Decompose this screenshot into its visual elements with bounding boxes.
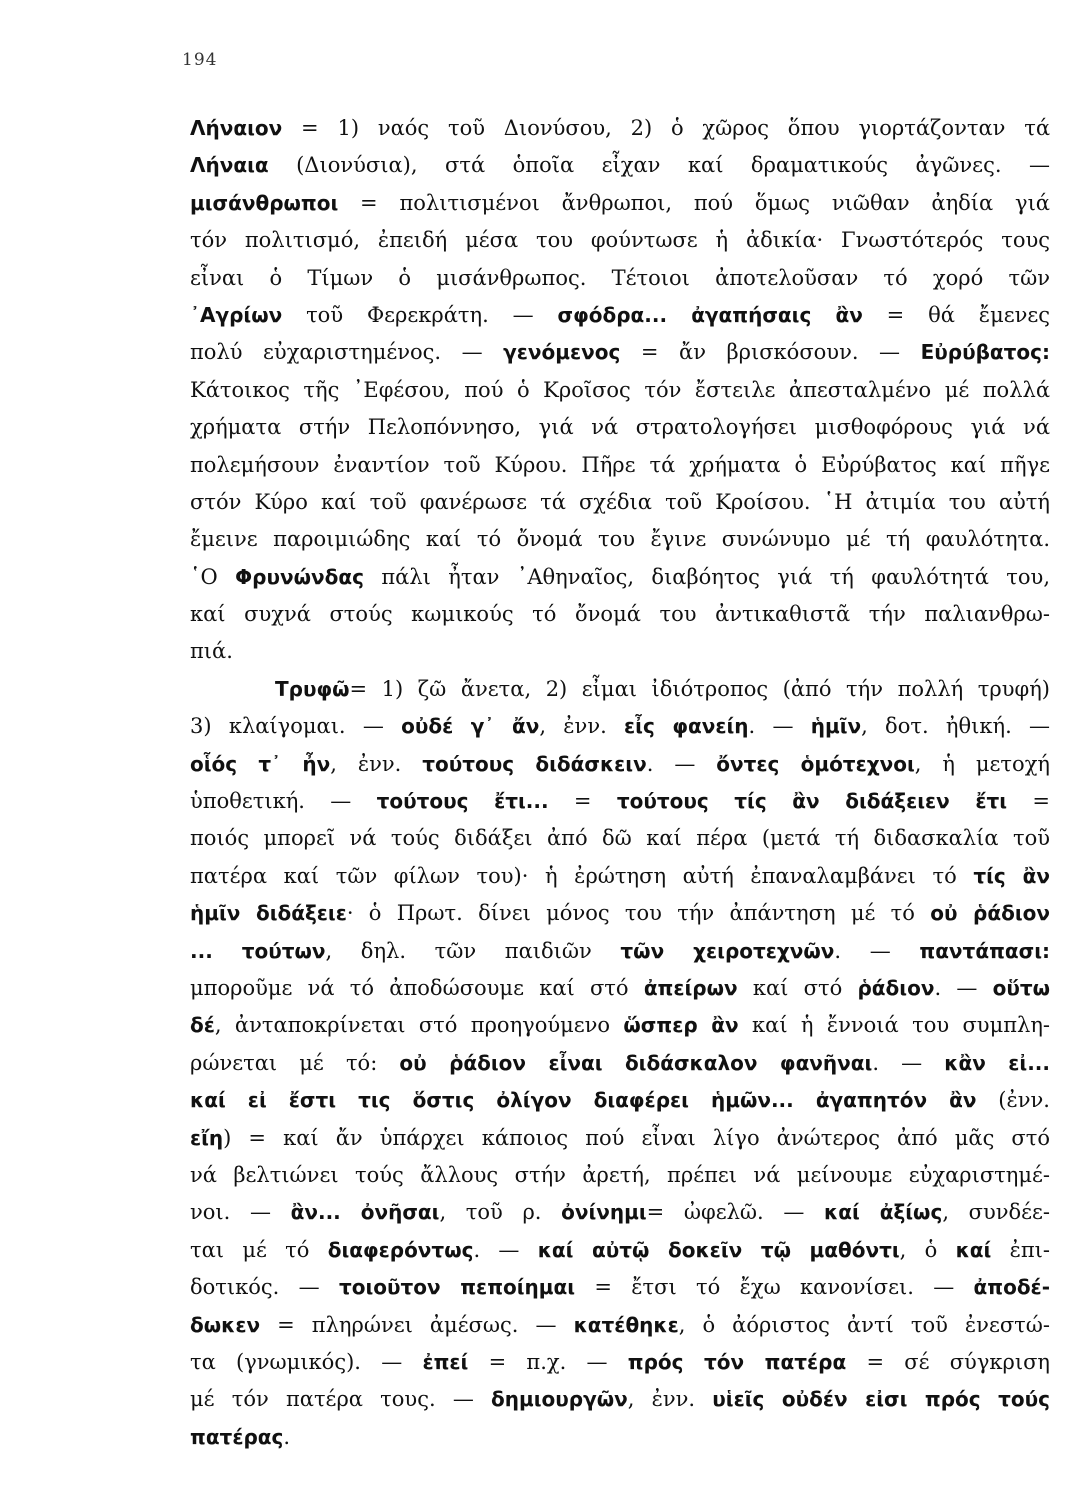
- text-run: . —: [748, 714, 811, 739]
- text-run: τόν πολιτισμό, ἐπειδή μέσα του φούντωσε ἡ ἀδικία· Γνωστότερός τους: [190, 228, 1050, 253]
- text-line: [190, 1307, 1050, 1344]
- text-run: εἶναι ὁ Τίμων ὁ μισάνθρωπος. Τέτοιοι ἀποτελοῦσαν τό χορό τῶν: [190, 265, 1050, 290]
- text-run: , τοῦ ρ.: [439, 1200, 562, 1225]
- text-run: (Διονύσια), στά ὁποῖα εἶχαν καί δραματικούς ἀγῶνες. —: [268, 153, 1050, 178]
- text-run: δοτικός. —: [190, 1275, 339, 1300]
- text-run: τοῦ Φερεκράτη. —: [282, 302, 558, 327]
- lemma-term: γενόμενος: [503, 340, 621, 365]
- lemma-term: οὐ ῥάδιον εἶναι διδάσκαλον φανῆναι: [399, 1050, 873, 1075]
- text-run: = πολιτισμένοι ἄνθρωποι, πού ὅμως νιῶθαν ἀηδία γιά: [338, 190, 1050, 215]
- text-run: πάλι ἦταν ᾿Αθηναῖος, διαβόητος γιά τή φαυλότητά του,: [363, 564, 1050, 589]
- text-run: χρήματα στήν Πελοπόννησο, γιά νά στρατολογήσει μισθοφόρους γιά νά: [190, 415, 1050, 440]
- text-run: καί συχνά στούς κωμικούς τό ὄνομά του ἀντικαθιστᾶ τήν παλιανθρω-: [190, 602, 1050, 627]
- lemma-term: τούτους τίς ἂν διδάξειεν ἔτι: [616, 789, 1008, 814]
- text-run: πατέρα καί τῶν φίλων του)· ἡ ἐρώτηση αὐτή ἐπαναλαμβάνει τό: [190, 863, 974, 888]
- text-line: [190, 1419, 1050, 1456]
- text-line: [190, 1269, 1050, 1306]
- text-run: , ἐνν.: [627, 1387, 713, 1412]
- text-run: = ἔτσι τό ἔχω κανονίσει. —: [575, 1275, 974, 1300]
- lemma-term: πρός τόν πατέρα: [627, 1349, 847, 1374]
- text-run: ται μέ τό: [190, 1237, 328, 1262]
- text-run: νοι. —: [190, 1200, 291, 1225]
- text-line: [190, 1120, 1050, 1157]
- text-run: (ἐνν.: [976, 1088, 1050, 1113]
- text-run: καί στό: [737, 975, 858, 1000]
- lemma-term: δέ: [190, 1013, 215, 1038]
- lemma-term: οὕτω: [992, 975, 1050, 1000]
- lemma-term: ἂν... ὀνῆσαι: [290, 1200, 440, 1225]
- text-run: ποιός μπορεῖ νά τούς διδάξει ἀπό δῶ καί πέρα (μετά τή διδασκαλία τοῦ: [190, 826, 1050, 851]
- lemma-term: ᾿Αγρίων: [190, 302, 283, 327]
- text-run: , ἀνταποκρίνεται στό προηγούμενο: [214, 1013, 624, 1038]
- page-number: 194: [182, 50, 218, 70]
- lemma-term: διαφερόντως: [327, 1237, 474, 1262]
- text-run: = θά ἔμενες: [862, 302, 1050, 327]
- text-run: νά βελτιώνει τούς ἄλλους στήν ἀρετή, πρέπει νά μείνουμε εὐχαριστημέ-: [190, 1162, 1050, 1187]
- text-run: . —: [473, 1237, 538, 1262]
- text-run: · ὁ Πρωτ. δίνει μόνος του τήν ἀπάντηση μέ τό: [346, 901, 931, 926]
- lemma-term: κατέθηκε: [573, 1312, 679, 1337]
- text-run: μέ τόν πατέρα τους. —: [190, 1387, 492, 1412]
- lemma-term: πατέρας: [190, 1424, 284, 1449]
- lemma-term: ὥσπερ ἂν: [623, 1013, 739, 1038]
- text-run: =: [1007, 789, 1050, 814]
- text-line: [190, 596, 1050, 633]
- lemma-term: καί αὐτῷ δοκεῖν τῷ μαθόντι: [537, 1237, 900, 1262]
- text-run: , συνδέε-: [942, 1200, 1050, 1225]
- lemma-term: τοιοῦτον πεποίημαι: [338, 1275, 576, 1300]
- text-line: [190, 334, 1050, 371]
- lemma-term: δωκεν: [190, 1312, 261, 1337]
- lemma-term: ἡμῖν διδάξειε: [190, 901, 347, 926]
- text-line: [190, 521, 1050, 558]
- text-run: = ὠφελῶ. —: [646, 1200, 825, 1225]
- lemma-term: εἶς φανείη: [624, 714, 749, 739]
- lemma-term: Λήναια: [190, 153, 269, 178]
- text-run: . —: [834, 938, 920, 963]
- text-run: πολύ εὐχαριστημένος. —: [190, 340, 504, 365]
- lemma-term: καί ἀξίως: [824, 1200, 943, 1225]
- text-run: , δηλ. τῶν παιδιῶν: [325, 938, 621, 963]
- text-line: [190, 858, 1050, 895]
- text-run: . —: [646, 751, 717, 776]
- lemma-term: οἷός τ᾿ ἦν: [190, 751, 331, 776]
- text-run: τα (γνωμικός). —: [190, 1349, 423, 1374]
- text-line: [190, 970, 1050, 1007]
- text-line: [190, 222, 1050, 259]
- text-line: [190, 1381, 1050, 1418]
- text-line: [190, 783, 1050, 820]
- lemma-term: σφόδρα... ἀγαπήσαις ἂν: [557, 302, 863, 327]
- lemma-term: κἂν εἰ...: [944, 1050, 1050, 1075]
- text-line: [190, 1344, 1050, 1381]
- lemma-term: Φρυνώνδας: [235, 564, 364, 589]
- text-run: μποροῦμε νά τό ἀποδώσουμε καί στό: [190, 975, 644, 1000]
- text-run: ) = καί ἄν ὑπάρχει κάποιος πού εἶναι λίγο ἀνώτερος ἀπό μᾶς στό: [223, 1125, 1050, 1150]
- lemma-term: εἴη: [190, 1125, 224, 1150]
- lemma-term: καί εἰ ἔστι τις ὅστις ὀλίγον διαφέρει ἡμῶν... ἀγαπητόν ἂν: [190, 1088, 977, 1113]
- text-run: Κάτοικος τῆς ᾿Εφέσου, πού ὁ Κροῖσος τόν ἔστειλε ἀπεσταλμένο μέ πολλά: [190, 377, 1050, 402]
- lemma-term: τίς ἂν: [973, 863, 1050, 888]
- lemma-term: μισάνθρωποι: [190, 190, 339, 215]
- text-run: ῾Ο: [190, 564, 236, 589]
- text-line: [190, 484, 1050, 521]
- lemma-term: τῶν χειροτεχνῶν: [620, 938, 835, 963]
- lemma-term: ὀνίνημι: [561, 1200, 647, 1225]
- lemma-term: τούτους διδάσκειν: [422, 751, 647, 776]
- text-line: [190, 1232, 1050, 1269]
- text-run: ἔμεινε παροιμιώδης καί τό ὄνομά του ἔγινε συνώνυμο μέ τή φαυλότητα.: [190, 527, 1050, 552]
- text-run: =: [548, 789, 617, 814]
- text-run: καί ἡ ἔννοιά του συμπλη-: [738, 1013, 1050, 1038]
- text-line: [190, 409, 1050, 446]
- lemma-term: οὐδέ γ᾿ ἄν: [401, 714, 540, 739]
- text-run: , ὁ ἀόριστος ἀντί τοῦ ἐνεστώ-: [678, 1312, 1050, 1337]
- text-run: πολεμήσουν ἐναντίον τοῦ Κύρου. Πῆρε τά χρήματα ὁ Εὐρύβατος καί πῆγε: [190, 452, 1050, 477]
- text-line: [190, 820, 1050, 857]
- text-line: [190, 1045, 1050, 1082]
- lemma-term: Τρυφῶ: [275, 676, 350, 701]
- commentary-text: [190, 110, 1050, 1456]
- lemma-term: ἀπείρων: [643, 975, 738, 1000]
- text-run: = π.χ. —: [468, 1349, 628, 1374]
- lemma-term: παντάπασι:: [919, 938, 1050, 963]
- text-run: = σέ σύγκριση: [846, 1349, 1050, 1374]
- text-line: [190, 633, 1050, 670]
- text-line: [190, 185, 1050, 222]
- text-run: . —: [934, 975, 993, 1000]
- text-run: = πληρώνει ἀμέσως. —: [260, 1312, 574, 1337]
- lemma-term: δημιουργῶν: [491, 1387, 628, 1412]
- lemma-term: ῥάδιον: [857, 975, 935, 1000]
- text-line: [190, 895, 1050, 932]
- text-run: , δοτ. ἠθική. —: [861, 714, 1050, 739]
- text-run: = 1) ναός τοῦ Διονύσου, 2) ὁ χῶρος ὅπου γιορτάζονταν τά: [282, 116, 1050, 140]
- text-run: .: [283, 1424, 291, 1449]
- text-line: [190, 708, 1050, 745]
- text-line: [190, 746, 1050, 783]
- lemma-term: καί: [955, 1237, 992, 1262]
- text-run: , ὁ: [899, 1237, 956, 1262]
- text-line: [190, 372, 1050, 409]
- text-run: 3) κλαίγομαι. —: [190, 714, 402, 739]
- lemma-term: ἡμῖν: [810, 714, 862, 739]
- lemma-term: Λήναιον: [190, 116, 283, 140]
- text-run: ὑποθετική. —: [190, 789, 377, 814]
- text-line: [190, 671, 1050, 708]
- text-line: [190, 1157, 1050, 1194]
- text-line: [190, 260, 1050, 297]
- text-run: ρώνεται μέ τό:: [190, 1050, 400, 1075]
- lemma-term: ἀποδέ-: [973, 1275, 1050, 1300]
- text-run: , ἐνν.: [539, 714, 625, 739]
- text-run: . —: [872, 1050, 945, 1075]
- text-run: = 1) ζῶ ἄνετα, 2) εἶμαι ἰδιότροπος (ἀπό τήν πολλή τρυφή): [349, 676, 1050, 701]
- lemma-term: Εὐρύβατος:: [920, 340, 1050, 365]
- lemma-term: τούτους ἔτι...: [376, 789, 549, 814]
- text-run: = ἄν βρισκόσουν. —: [620, 340, 921, 365]
- lemma-term: υἱεῖς οὐδέν εἰσι πρός τούς: [712, 1387, 1050, 1412]
- text-line: [190, 1194, 1050, 1231]
- text-line: [190, 1007, 1050, 1044]
- text-run: στόν Κύρο καί τοῦ φανέρωσε τά σχέδια τοῦ Κροίσου. ῾Η ἀτιμία του αὐτή: [190, 489, 1050, 514]
- text-line: [190, 559, 1050, 596]
- lemma-term: οὐ ῥάδιον: [930, 901, 1050, 926]
- text-line: [190, 933, 1050, 970]
- text-line: [190, 1082, 1050, 1119]
- text-run: ἐπι-: [991, 1237, 1050, 1262]
- text-run: , ἐνν.: [330, 751, 423, 776]
- text-line: [190, 110, 1050, 147]
- text-line: [190, 447, 1050, 484]
- text-line: [190, 297, 1050, 334]
- text-run: , ἡ μετοχή: [914, 751, 1050, 776]
- text-run: πιά.: [190, 639, 233, 664]
- lemma-term: ἐπεί: [422, 1349, 469, 1374]
- lemma-term: ὄντες ὁμότεχνοι: [716, 751, 915, 776]
- text-line: [190, 147, 1050, 184]
- lemma-term: ... τούτων: [190, 938, 326, 963]
